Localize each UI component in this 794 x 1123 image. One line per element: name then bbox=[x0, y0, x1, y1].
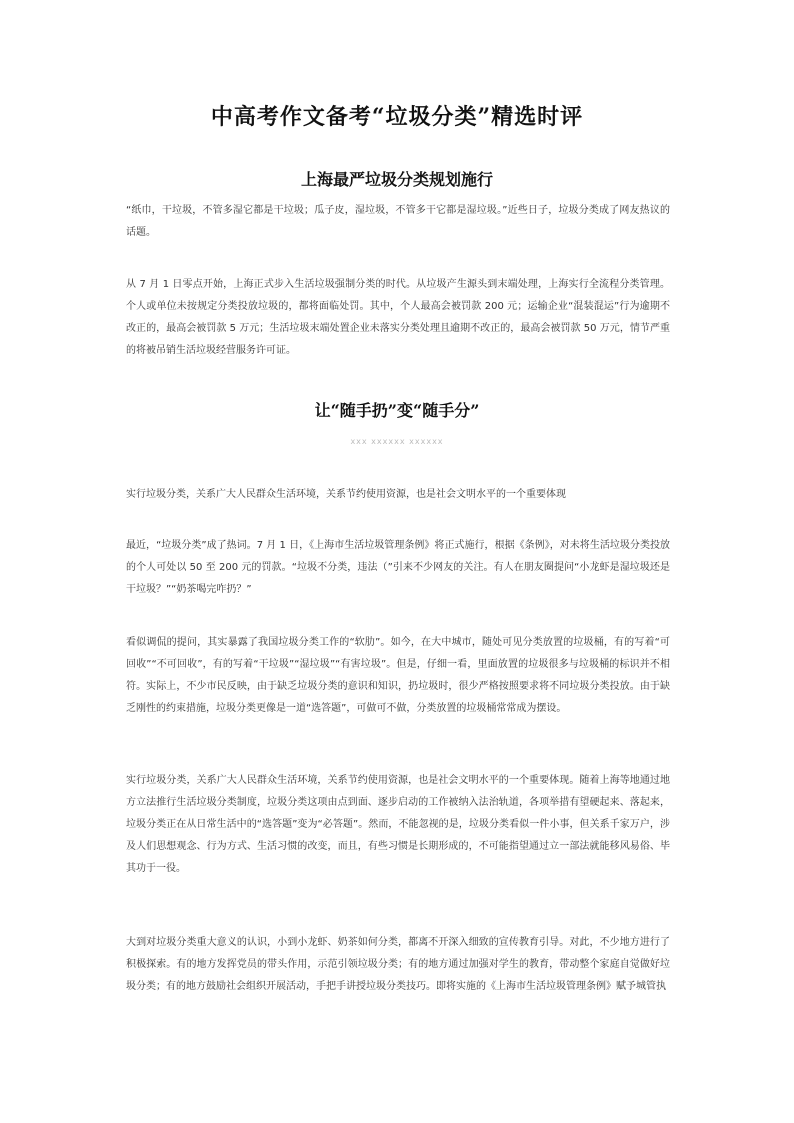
document-title: 中高考作文备考“垃圾分类”精选时评 bbox=[210, 104, 584, 130]
byline: xxx xxxxxx xxxxxx bbox=[350, 437, 444, 446]
paragraph: 最近，“垃圾分类”成了热词。7 月 1 日，《上海市生活垃圾管理条例》将正式施行，根据《条例》，对未将生活垃圾分类投放的个人可处以 50 至 200 元的罚款。“垃圾不分类，违法（”引来不少网友的关注。有人在朋友圈提问“小龙虾是湿垃圾还是干垃圾？”“奶茶喝完咋扔？” bbox=[126, 540, 670, 595]
paragraph: “纸巾，干垃圾，不管多湿它都是干垃圾；瓜子皮，湿垃圾，不管多干它都是湿垃圾。”近些日子，垃圾分类成了网友热议的话题。 bbox=[126, 205, 670, 238]
paragraph: 实行垃圾分类，关系广大人民群众生活环境，关系节约使用资源，也是社会文明水平的一个重要体现。随着上海等地通过地方立法推行生活垃圾分类制度，垃圾分类这项由点到面、逐步启动的工作被纳入法治轨道，各项举措有望硬起来、落起来，垃圾分类正在从日常生活中的“选答题”变为“必答题”。然而，不能忽视的是，垃圾分类看似一件小事，但关系千家万户，涉及人们思想观念、行为方式、生活习惯的改变，而且，有些习惯是长期形成的，不可能指望通过立一部法就能移风易俗、毕其功于一役。 bbox=[126, 775, 670, 874]
paragraph: 从 7 月 1 日零点开始，上海正式步入生活垃圾强制分类的时代。从垃圾产生源头到末端处理，上海实行全流程分类管理。个人或单位未按规定分类投放垃圾的，都将面临处罚。其中，个人最高会被罚款 200 元；运输企业“混装混运”行为逾期不改正的，最高会被罚款 5 万元；生活垃圾末端处置企业未落实分类处理且逾期不改正的，最高会被罚款 50 万元，情节严重的将被吊销生活垃圾经营服务许可证。 bbox=[126, 279, 670, 356]
paragraph: 看似调侃的提问，其实暴露了我国垃圾分类工作的“软肋”。如今，在大中城市，随处可见分类放置的垃圾桶，有的写着“可回收”“不可回收”，有的写着“干垃圾”“湿垃圾”“有害垃圾”。但是，仔细一看，里面放置的垃圾很多与垃圾桶的标识并不相符。实际上，不少市民反映，由于缺乏垃圾分类的意识和知识，扔垃圾时，很少严格按照要求将不同垃圾分类投放。由于缺乏刚性的约束措施，垃圾分类更像是一道“选答题”，可做可不做，分类放置的垃圾桶常常成为摆设。 bbox=[126, 637, 670, 714]
section-heading-sort: 让“随手扔”变“随手分” bbox=[314, 401, 480, 420]
paragraph: 实行垃圾分类，关系广大人民群众生活环境，关系节约使用资源，也是社会文明水平的一个重要体现 bbox=[126, 489, 566, 500]
section-heading-shanghai: 上海最严垃圾分类规划施行 bbox=[300, 170, 493, 189]
paragraph: 大到对垃圾分类重大意义的认识，小到小龙虾、奶茶如何分类，都离不开深入细致的宣传教育引导。对此，不少地方进行了积极探索。有的地方发挥党员的带头作用，示范引领垃圾分类；有的地方通过加强对学生的教育，带动整个家庭自觉做好垃圾分类；有的地方鼓励社会组织开展活动，手把手讲授垃圾分类技巧。即将实施的《上海市生活垃圾管理条例》赋予城管执 bbox=[126, 937, 670, 992]
